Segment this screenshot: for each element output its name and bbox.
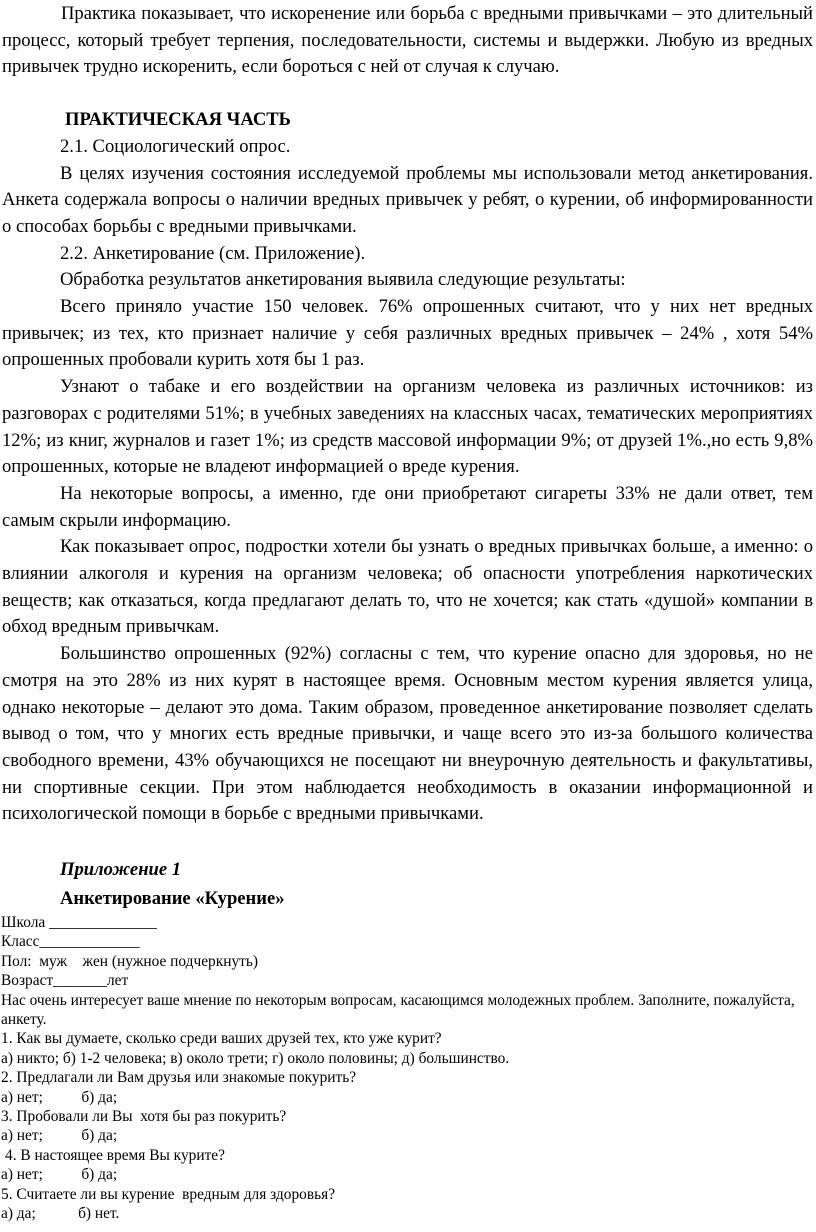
appendix-title: Приложение 1 [60, 859, 182, 880]
paragraph-2-2: 2.2. Анкетирование (см. Приложение). [60, 242, 366, 264]
paragraph-questions: На некоторые вопросы, а именно, где они приобретают сигареты 33% не дали ответ, тем самым скрыли информацию. [2, 482, 813, 531]
answers-1: а) никто; б) 1-2 человека; в) около трети; г) около половины; д) большинство. [1, 1049, 510, 1067]
question-3: 3. Пробовали ли Вы хотя бы раз покурить? [1, 1108, 287, 1126]
questionnaire-intro: Нас очень интересует ваше мнение по некоторым вопросам, касающимся молодежных проблем. Заполните, пожалуйста, анкету. [1, 991, 795, 1029]
paragraph-total: Всего приняло участие 150 человек. 76% опрошенных считают, что у них нет вредных привычек; из тех, кто признает наличие у себя различных вредных привычек – 24% , хотя 54% опрошенных пробовали курить хотя бы 1 раз. [2, 296, 813, 371]
paragraph-intro: Практика показывает, что искоренение или борьба с вредными привычками – это длительный процесс, который требует терпения, последовательности, системы и выдержки. Любую из вредных привычек трудно искоренить, если бороться с ней от случая к случаю. [2, 3, 813, 78]
field-school: Школа ______________ [1, 914, 157, 931]
section-heading: ПРАКТИЧЕСКАЯ ЧАСТЬ [65, 109, 291, 131]
paragraph-want: Как показывает опрос, подростки хотели бы узнать о вредных привычках больше, а именно: о влиянии алкоголя и курения на организм человека; об опасности употребления наркотических веществ; как отказаться, когда предлагают делать то, что не хочется; как стать «душой» компании в обход вредным привычкам. [2, 536, 813, 638]
field-sex: Пол: муж жен (нужное подчеркнуть) [1, 952, 259, 970]
answers-5: а) да; б) нет. [1, 1205, 120, 1223]
paragraph-sources: Узнают о табаке и его воздействии на организм человека из различных источников: из разговорах с родителями 51%; в учебных заведениях на классных часах, тематических мероприятиях 12%; из книг, журналов и газет 1%; из средств массовой информации 9%; от друзей 1%.,но есть 9,8% опрошенных, которые не владеют информацией о вреде курения. [2, 376, 813, 478]
answers-2: а) нет; б) да; [1, 1088, 118, 1106]
field-age: Возраст_______лет [1, 972, 129, 990]
appendix-header [60, 855, 285, 913]
appendix-subtitle: Анкетирование «Курение» [60, 888, 285, 909]
question-1: 1. Как вы думаете, сколько среди ваших друзей тех, кто уже курит? [1, 1030, 442, 1048]
main-text [2, 1, 813, 828]
paragraph-processing: Обработка результатов анкетирования выявила следующие результаты: [60, 269, 626, 291]
question-5: 5. Считаете ли вы курение вредным для здоровья? [1, 1185, 336, 1203]
answers-3: а) нет; б) да; [1, 1127, 118, 1145]
answers-4: а) нет; б) да; [1, 1166, 118, 1184]
paragraph-method: В целях изучения состояния исследуемой проблемы мы использовали метод анкетирования. Анкета содержала вопросы о наличии вредных привычек у ребят, о курении, об информированности о способах борьбы с вредными привычками. [2, 162, 813, 237]
paragraph-2-1: 2.1. Социологический опрос. [60, 135, 291, 157]
question-2: 2. Предлагали ли Вам друзья или знакомые покурить? [1, 1069, 357, 1087]
spacer [2, 81, 813, 107]
question-4: 4. В настоящее время Вы курите? [5, 1146, 225, 1164]
questionnaire [1, 913, 812, 1224]
paragraph-majority: Большинство опрошенных (92%) согласны с тем, что курение опасно для здоровья, но не смотря на это 28% из них курят в настоящее время. Основным местом курения является улица, однако некоторые – делают это дома. Таким образом, проведенное анкетирование позволяет сделать вывод о том, что у многих есть вредные привычки, и чаще всего это из-за большого количества свободного времени, 43% обучающихся не посещают ни внеурочную деятельность и факультативы, ни спортивные секции. При этом наблюдается необходимость в оказании информационной и психологической помощи в борьбе с вредными привычками. [2, 643, 813, 825]
field-class: Класс_____________ [1, 933, 140, 951]
